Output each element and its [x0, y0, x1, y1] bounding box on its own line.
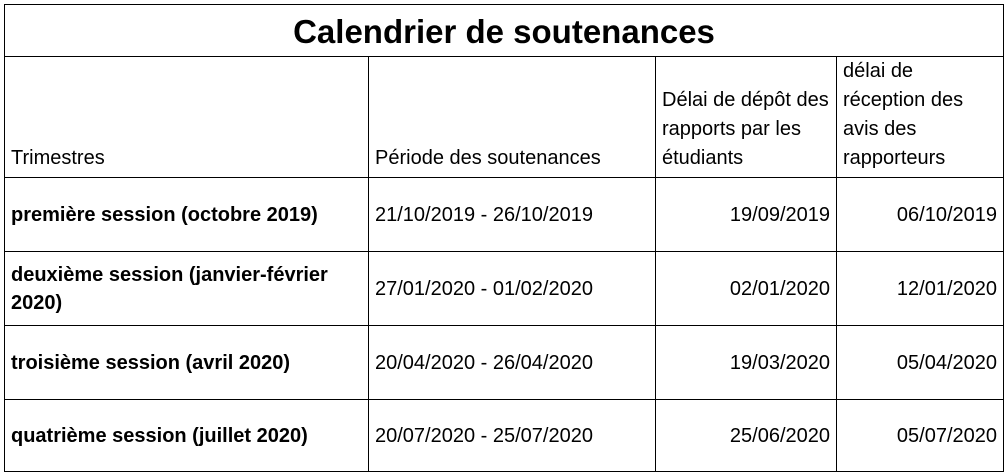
header-term: Trimestres: [5, 57, 369, 178]
defense-period: 20/07/2020 - 25/07/2020: [369, 400, 656, 472]
defense-schedule-table: [4, 4, 1004, 472]
table-title: Calendrier de soutenances: [5, 5, 1004, 57]
deposit-deadline: 19/03/2020: [656, 326, 837, 400]
header-deposit-deadline: Délai de dépôt des rapports par les étudiants: [656, 57, 837, 178]
defense-period: 21/10/2019 - 26/10/2019: [369, 178, 656, 252]
session-term: deuxième session (janvier-février 2020): [5, 252, 369, 326]
reception-deadline: 12/01/2020: [837, 252, 1004, 326]
table-row: [5, 400, 1004, 472]
header-row: [5, 57, 1004, 178]
session-term: première session (octobre 2019): [5, 178, 369, 252]
defense-period: 20/04/2020 - 26/04/2020: [369, 326, 656, 400]
session-term: troisième session (avril 2020): [5, 326, 369, 400]
session-term: quatrième session (juillet 2020): [5, 400, 369, 472]
table-row: [5, 326, 1004, 400]
header-period: Période des soutenances: [369, 57, 656, 178]
header-reception-deadline: délai de réception des avis des rapporteurs: [837, 57, 1004, 178]
deposit-deadline: 19/09/2019: [656, 178, 837, 252]
reception-deadline: 05/07/2020: [837, 400, 1004, 472]
schedule-sheet: [4, 4, 1003, 468]
table-row: [5, 252, 1004, 326]
title-row: [5, 5, 1004, 57]
defense-period: 27/01/2020 - 01/02/2020: [369, 252, 656, 326]
reception-deadline: 05/04/2020: [837, 326, 1004, 400]
deposit-deadline: 02/01/2020: [656, 252, 837, 326]
table-row: [5, 178, 1004, 252]
deposit-deadline: 25/06/2020: [656, 400, 837, 472]
reception-deadline: 06/10/2019: [837, 178, 1004, 252]
